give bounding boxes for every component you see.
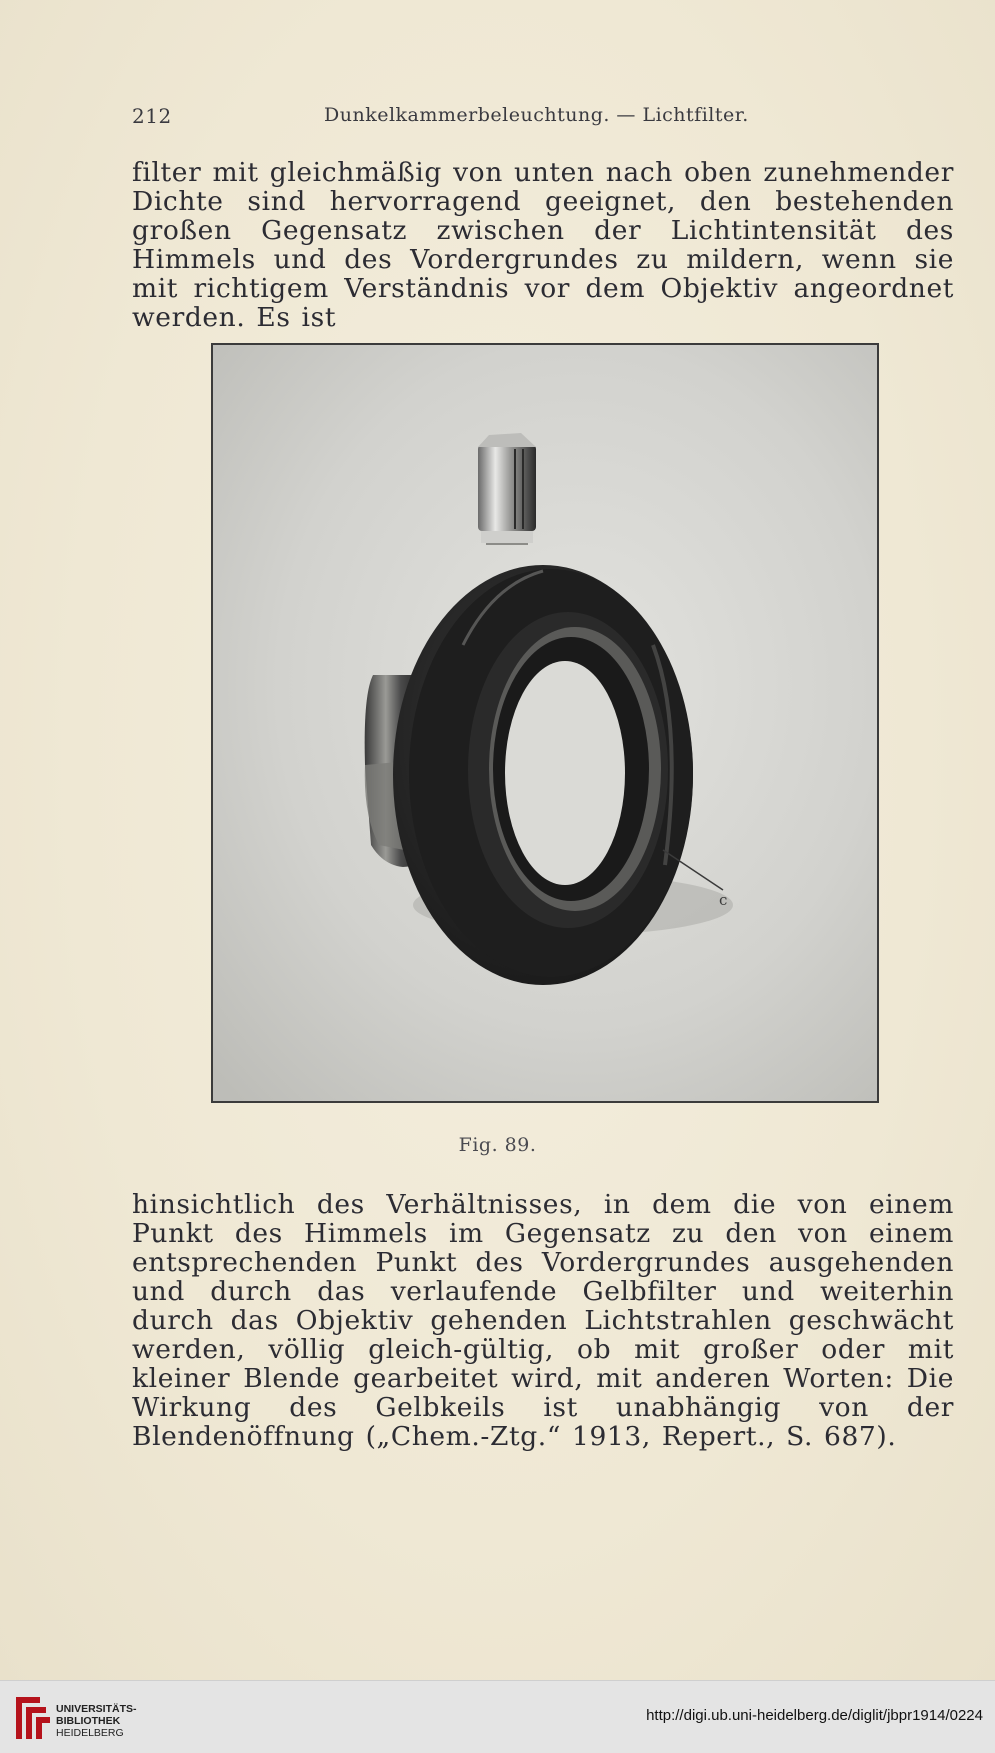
- digitization-footer: [0, 1680, 995, 1753]
- library-name-line1: UNIVERSITÄTS-: [56, 1703, 137, 1715]
- library-name: [56, 1703, 137, 1739]
- library-name-line3: HEIDELBERG: [56, 1727, 124, 1739]
- figure-caption: Fig. 89.: [458, 1134, 537, 1156]
- figure-photograph: [211, 343, 879, 1103]
- figure-label-c: c: [719, 891, 728, 909]
- source-url-link[interactable]: http://digi.ub.uni-heidelberg.de/diglit/jbpr1914/0224: [646, 1707, 983, 1724]
- body-text-bottom: [132, 1190, 954, 1451]
- running-head: [132, 104, 776, 134]
- library-name-line2: BIBLIOTHEK: [56, 1715, 121, 1727]
- body-text-top: [132, 158, 954, 332]
- page-number: 212: [132, 104, 172, 128]
- paragraph-top: filter mit gleichmäßig von unten nach oben zunehmender Dichte sind hervorragend geeignet, den bestehenden großen Gegensatz zwischen der Lichtintensität des Himmels und des Vordergrundes zu mildern, wenn sie mit richtigem Verständnis vor dem Objektiv angeordnet werden. Es ist: [132, 157, 954, 333]
- running-title: Dunkelkammerbeleuchtung. — Lichtfilter.: [324, 104, 749, 126]
- filter-ring-illustration: [213, 345, 877, 1101]
- paragraph-bottom: hinsichtlich des Verhältnisses, in dem die von einem Punkt des Himmels im Gegensatz zu den von einem entsprechenden Punkt des Vordergrundes ausgehenden und durch das verlaufende Gelbfilter und weiterhin durch das Objektiv gehenden Lichtstrahlen geschwächt werden, völlig gleich-gültig, ob mit großer oder mit kleiner Blende gearbeitet wird, mit anderen Worten: Die Wirkung des Gelbkeils ist unabhängig von der Blendenöffnung („Chem.-Ztg.“ 1913, Repert., S. 687).: [132, 1189, 954, 1452]
- university-library-logo-icon: [10, 1691, 52, 1745]
